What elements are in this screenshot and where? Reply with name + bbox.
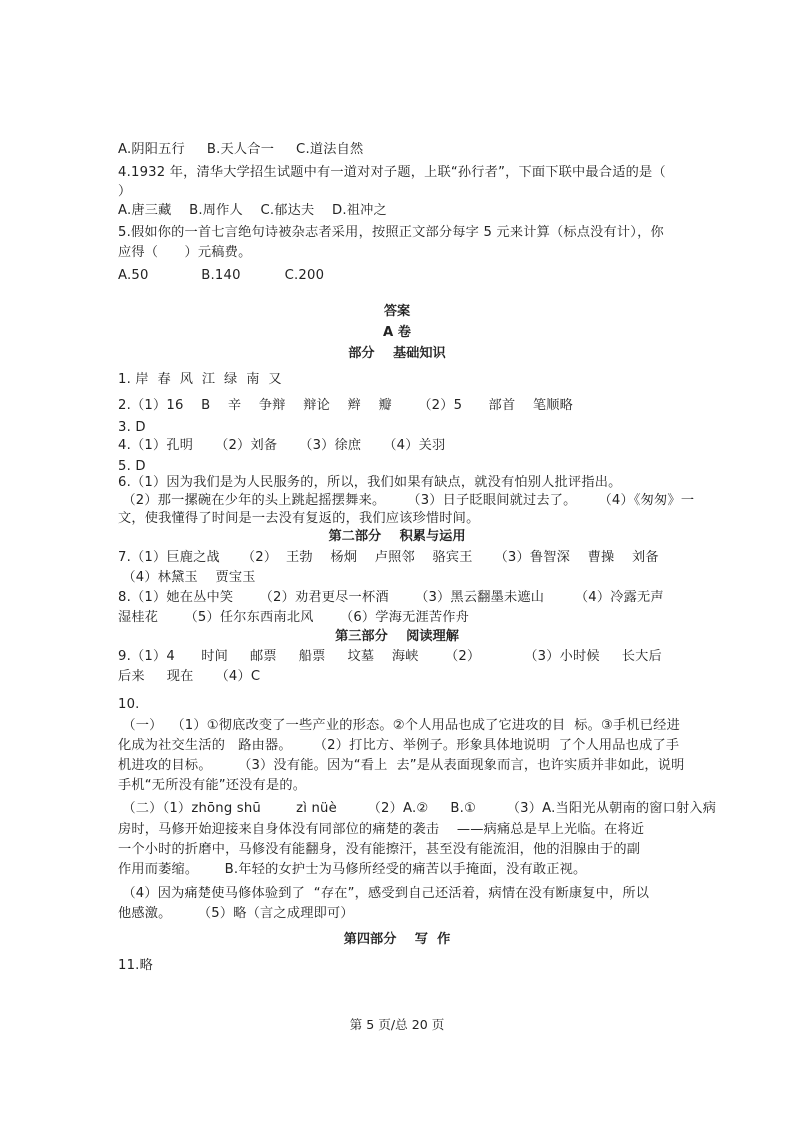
answer-line: （二）（1）zhōng shū zì nüè （2）A.② B.① （3）A.当阳光从朝南的窗口射入病 [118,801,717,816]
answer-line: （2）那一摞碗在少年的头上跳起摇摆舞来。 （3）日子眨眼间就过去了。 （4）《匆匆》一 [118,493,695,508]
answer-line: 化成为社交生活的 路由器。 （2）打比方、举例子。形象具体地说明 了个人用品也成了手 [118,738,680,753]
question-4-options: A.唐三藏 B.周作人 C.郁达夫 D.祖冲之 [118,203,387,218]
answer-line: （4）林黛玉 贾宝玉 [118,570,256,585]
question-4-bracket: ） [118,184,132,199]
volume-heading: A 卷 [383,325,411,340]
answer-line: 4.（1）孔明 （2）刘备 （3）徐庶 （4）关羽 [118,438,446,453]
question-5-options: A.50 B.140 C.200 [118,268,325,283]
answer-line: 他感激。 （5）略（言之成理即可） [118,906,354,921]
answer-line: 一个小时的折磨中，马修没有能翻身，没有能擦汗，甚至没有能流泪，他的泪腺由于的副 [118,842,641,857]
answer-line: 9.（1）4 时间 邮票 船票 坟墓 海峡 （2） （3）小时候 长大后 [118,649,662,664]
part3-heading: 第三部分 阅读理解 [335,629,459,644]
answer-line: 文，使我懂得了时间是一去没有复返的，我们应该珍惜时间。 [118,511,480,526]
answer-line: 手机“无所没有能”还没有是的。 [118,778,307,793]
answer-line: （一） （1）①彻底改变了一些产业的形态。②个人用品也成了它进攻的目 标。③手机已经进 [118,718,680,733]
answer-line: 2.（1）16 B 辛 争辩 辩论 辫 瓣 （2）5 部首 笔顺略 [118,398,574,413]
answer-line: （4）因为痛楚使马修体验到了 “存在”，感受到自己还活着，病情在没有断康复中，所以 [118,886,650,901]
answer-line: 机进攻的目标。 （3）没有能。因为“看上 去”是从表面现象而言，也许实质并非如此，说明 [118,758,685,773]
answer-line: 5. D [118,459,146,474]
question-option-line: A.阴阳五行 B.天人合一 C.道法自然 [118,142,364,157]
answer-line: 6.（1）因为我们是为人民服务的，所以，我们如果有缺点，就没有怕别人批评指出。 [118,475,622,490]
part4-heading: 第四部分 写 作 [343,932,451,947]
answer-line: 房时，马修开始迎接来自身体没有同部位的痛楚的袭击 ——病痛总是早上光临。在将近 [118,822,645,837]
answer-line: 7.（1）巨鹿之战 （2） 王勃 杨炯 卢照邻 骆宾王 （3）鲁智深 曹操 刘备 [118,550,659,565]
part2-heading: 第二部分 积累与运用 [328,529,466,544]
answer-line: 后来 现在 （4）C [118,669,261,684]
answer-line: 湿桂花 （5）任尔东西南北风 （6）学海无涯苦作舟 [118,610,470,625]
answer-line: 8.（1）她在丛中笑 （2）劝君更尽一杯酒 （3）黑云翻墨未遮山 （4）冷露无声 [118,590,664,605]
answer-line: 3. D [118,420,146,435]
answer-line: 10. [118,697,140,712]
question-4-text: 4.1932 年，清华大学招生试题中有一道对对子题，上联“孙行者”，下面下联中最合适的是（ [118,165,666,180]
answer-line: 作用而萎缩。 B.年轻的女护士为马修所经受的痛苦以手掩面，没有敢正视。 [118,862,587,877]
answer-line: 11.略 [118,958,153,973]
answer-line: 1. 岸 春 风 江 绿 南 又 [118,372,282,387]
page-footer: 第 5 页/总 20 页 [349,1017,445,1032]
answers-title: 答案 [383,304,411,319]
question-5-text-cont: 应得（ ）元稿费。 [118,245,252,260]
question-5-text: 5.假如你的一首七言绝句诗被杂志者采用，按照正文部分每字 5 元来计算（标点没有计），你 [118,225,664,240]
part1-heading: 部分 基础知识 [348,346,446,361]
